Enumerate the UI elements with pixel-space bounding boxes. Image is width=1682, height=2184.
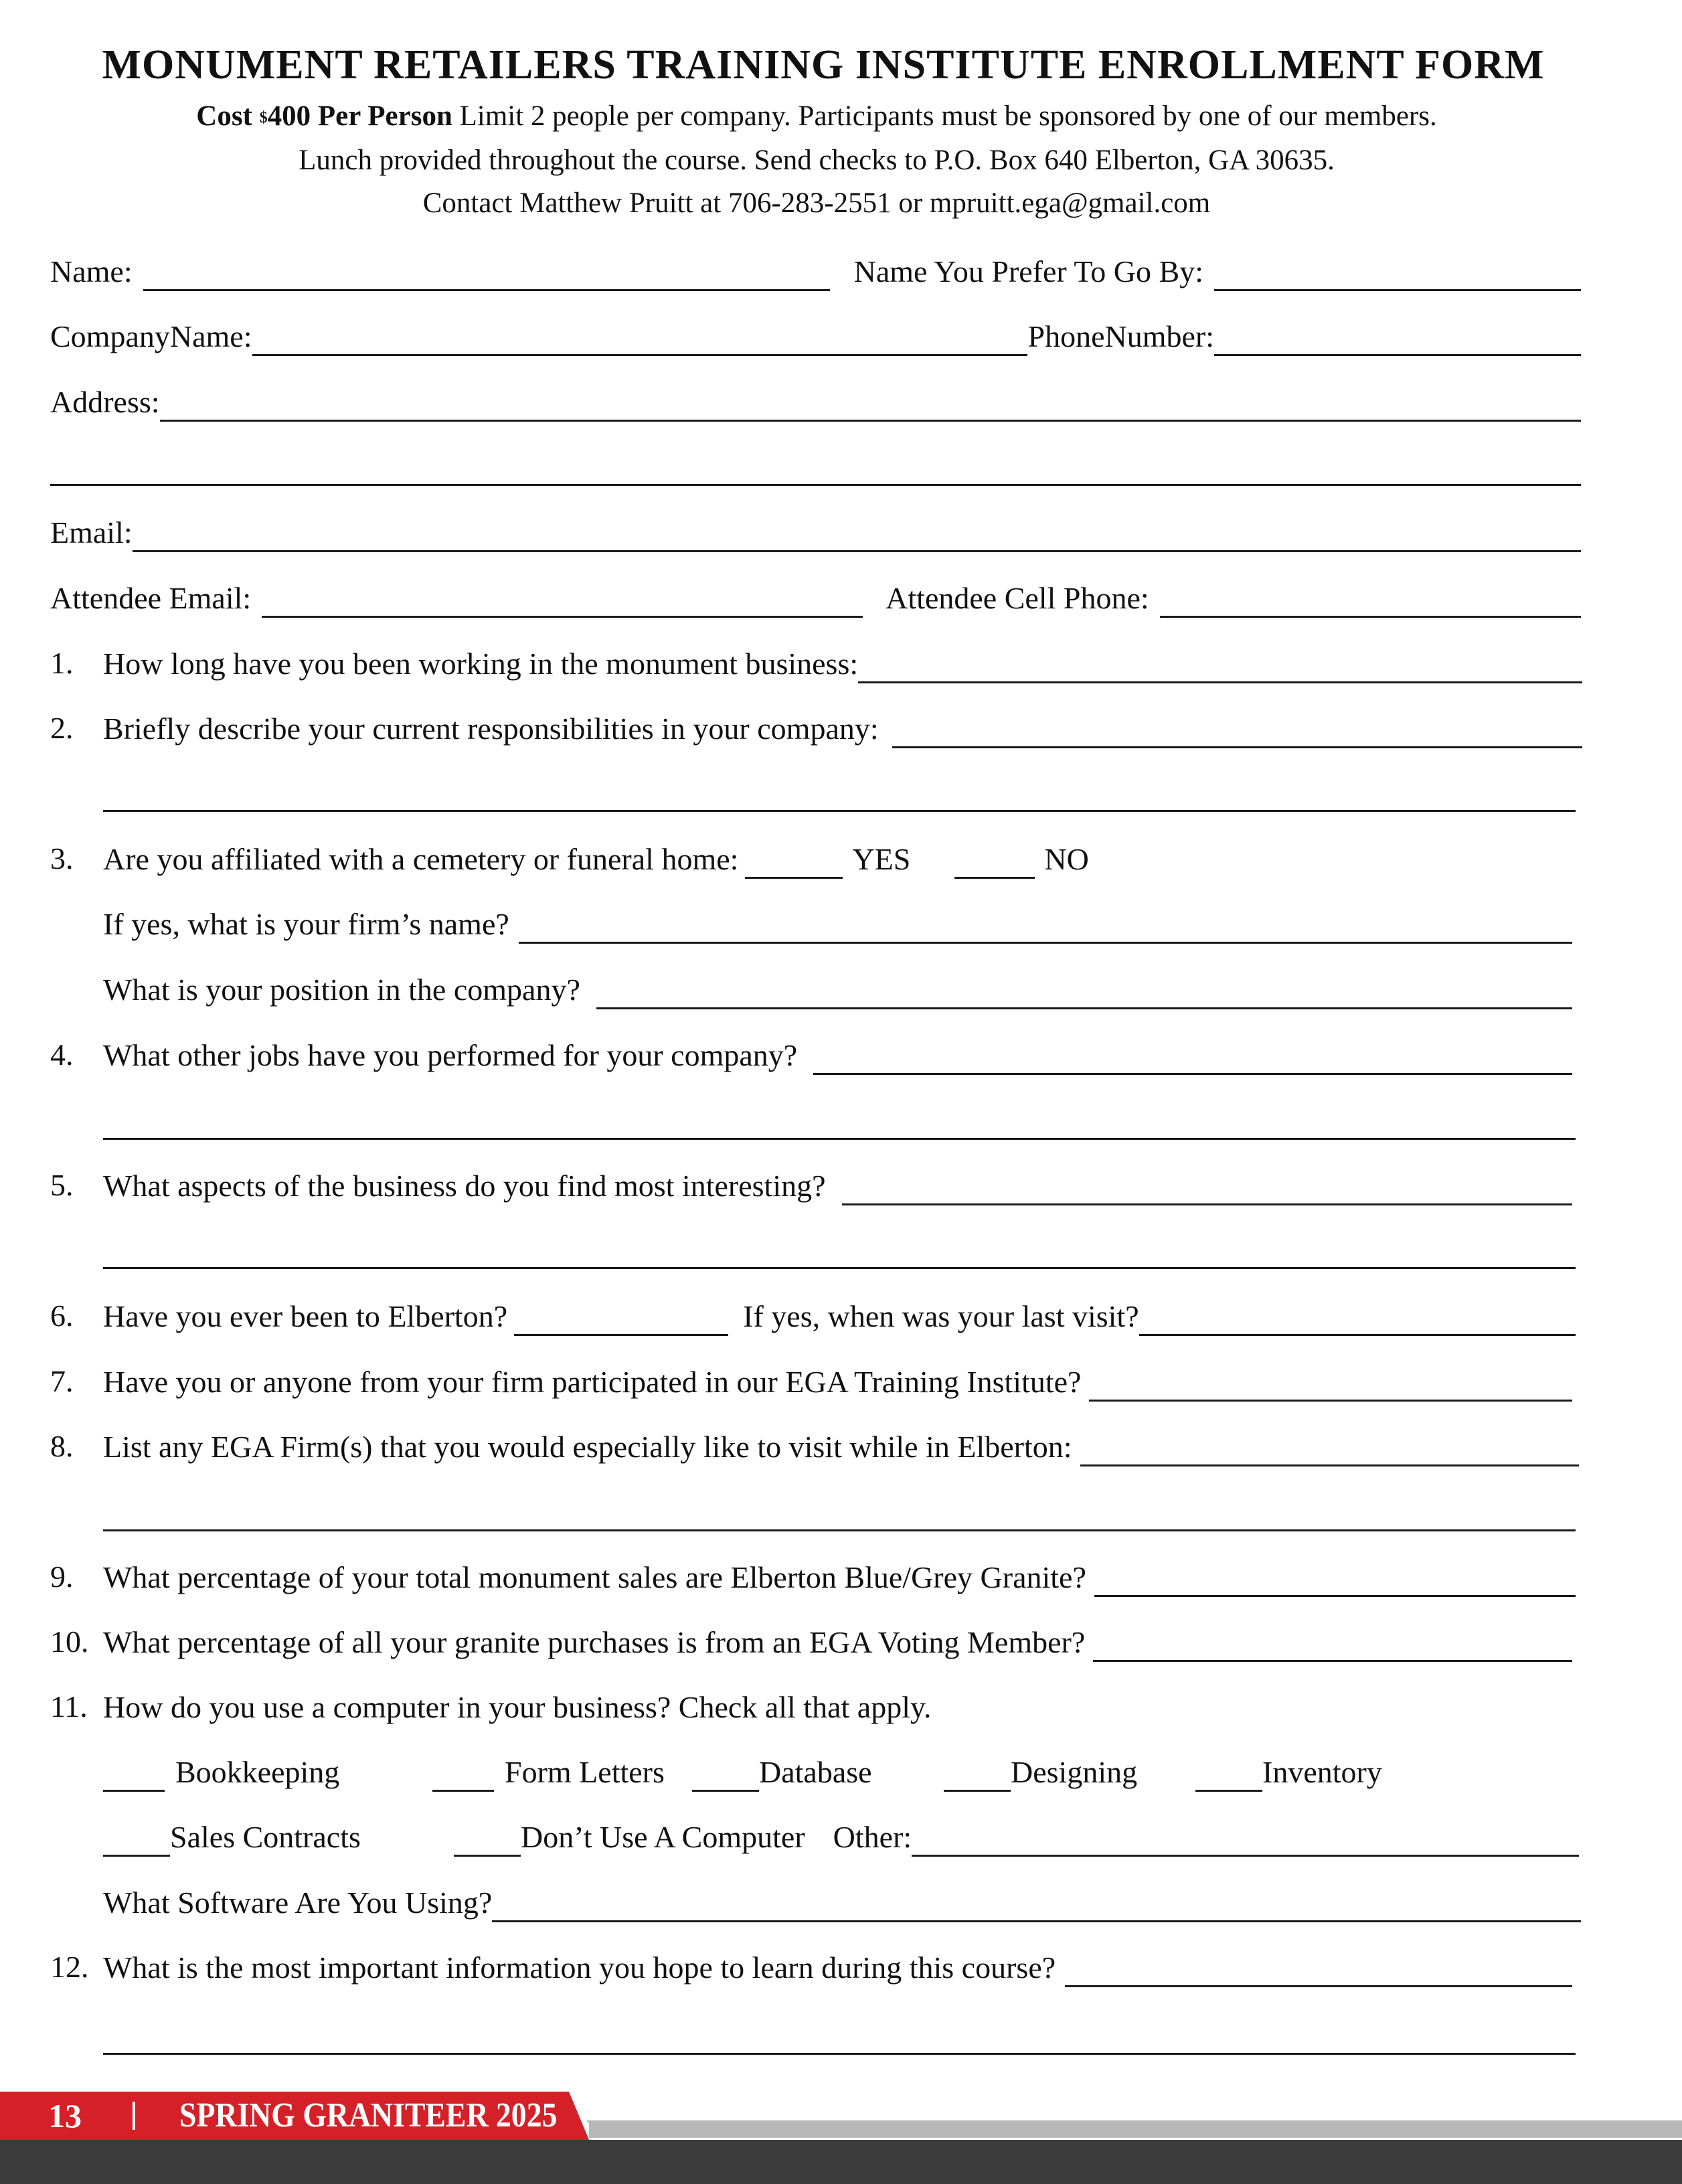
form-letters-checkbox[interactable] — [432, 1763, 494, 1792]
q12-answer-field[interactable] — [1065, 1958, 1572, 1987]
attendee-email-field[interactable] — [262, 589, 863, 618]
q3-firm-name-field[interactable] — [519, 915, 1572, 944]
q2-text: Briefly describe your current responsibilities in your company: — [103, 711, 879, 746]
q8-text: List any EGA Firm(s) that you would especially like to visit while in Elberton: — [103, 1430, 1072, 1464]
q12-number: 12. — [50, 1950, 89, 1984]
q8-number: 8. — [50, 1429, 74, 1463]
q5-number: 5. — [50, 1168, 74, 1202]
q3-position-row — [103, 969, 1572, 1009]
q11-number: 11. — [50, 1689, 88, 1724]
q1-row — [103, 643, 1582, 683]
q11-row — [103, 1687, 1582, 1727]
preferred-name-label: Name You Prefer To Go By: — [853, 254, 1203, 288]
name-field[interactable] — [143, 262, 830, 291]
cost-amount: 400 Per Person — [267, 100, 452, 132]
company-name-label: CompanyName: — [50, 319, 252, 353]
intro-limit-text: Limit 2 people per company. Participants must be sponsored by one of our members. — [452, 100, 1437, 132]
q3-firm-row — [103, 904, 1572, 944]
q11-options-row-1 — [103, 1752, 1582, 1792]
cost-currency: $ — [259, 109, 268, 127]
intro-line-1 — [0, 100, 1633, 133]
q1-text: How long have you been working in the monument business: — [103, 647, 859, 681]
q3-no-label: NO — [1044, 842, 1089, 876]
no-computer-label: Don’t Use A Computer — [521, 1820, 805, 1854]
attendee-cell-field[interactable] — [1160, 589, 1581, 618]
q10-number: 10. — [50, 1624, 89, 1659]
phone-number-label: PhoneNumber: — [1027, 319, 1214, 353]
name-label: Name: — [50, 254, 133, 288]
q10-text: What percentage of all your granite purchases is from an EGA Voting Member? — [103, 1625, 1086, 1659]
sales-contracts-label: Sales Contracts — [170, 1820, 361, 1854]
address-label: Address: — [50, 385, 160, 419]
cost-label: Cost — [196, 100, 260, 132]
q2-number: 2. — [50, 711, 74, 745]
q5-text: What aspects of the business do you find most interesting? — [103, 1169, 826, 1203]
q9-answer-field[interactable] — [1094, 1568, 1576, 1597]
q2-answer-line-2[interactable] — [103, 810, 1576, 812]
email-row — [50, 512, 1581, 552]
form-title: MONUMENT RETAILERS TRAINING INSTITUTE ENROLLMENT FORM — [102, 42, 1545, 88]
q9-number: 9. — [50, 1560, 74, 1594]
q12-answer-line-2[interactable] — [103, 2053, 1576, 2055]
attendee-email-label: Attendee Email: — [50, 581, 252, 615]
q3-row — [103, 839, 1582, 879]
other-field[interactable] — [912, 1828, 1579, 1857]
bookkeeping-label: Bookkeeping — [175, 1755, 340, 1789]
q4-answer-field[interactable] — [813, 1046, 1572, 1075]
q3-position-field[interactable] — [596, 981, 1572, 1009]
bookkeeping-checkbox[interactable] — [103, 1763, 165, 1792]
q6-number: 6. — [50, 1298, 74, 1333]
q6-answer-field[interactable] — [514, 1307, 728, 1336]
q1-number: 1. — [50, 646, 74, 680]
q6-followup-label: If yes, when was your last visit? — [743, 1299, 1139, 1333]
q12-row — [103, 1947, 1572, 1987]
sales-contracts-checkbox[interactable] — [103, 1828, 170, 1857]
q8-answer-field[interactable] — [1080, 1438, 1579, 1466]
q8-answer-line-2[interactable] — [103, 1529, 1576, 1531]
phone-number-field[interactable] — [1214, 327, 1581, 356]
intro-line-2: Lunch provided throughout the course. Send checks to P.O. Box 640 Elberton, GA 30635. — [299, 145, 1335, 176]
address-field-line-2[interactable] — [50, 484, 1581, 486]
email-field[interactable] — [133, 523, 1581, 552]
company-name-field[interactable] — [252, 327, 1028, 356]
q4-row — [103, 1035, 1572, 1075]
q11-text: How do you use a computer in your business? Check all that apply. — [103, 1690, 932, 1724]
q1-answer-field[interactable] — [858, 655, 1582, 683]
q4-answer-line-2[interactable] — [103, 1138, 1576, 1140]
no-computer-checkbox[interactable] — [454, 1828, 521, 1857]
q3-yes-label: YES — [852, 842, 911, 876]
q5-answer-field[interactable] — [842, 1177, 1572, 1205]
q3-firm-name-label: If yes, what is your firm’s name? — [103, 907, 509, 941]
q9-text: What percentage of your total monument sales are Elberton Blue/Grey Granite? — [103, 1560, 1086, 1594]
designing-checkbox[interactable] — [944, 1763, 1011, 1792]
attendee-row — [50, 578, 1581, 618]
q2-answer-field[interactable] — [892, 720, 1582, 748]
email-label: Email: — [50, 515, 133, 550]
q9-row — [103, 1557, 1576, 1597]
q3-position-label: What is your position in the company? — [103, 973, 580, 1007]
software-label: What Software Are You Using? — [103, 1885, 493, 1920]
q5-answer-line-2[interactable] — [103, 1267, 1576, 1269]
q10-answer-field[interactable] — [1093, 1633, 1572, 1662]
q12-text: What is the most important information you hope to learn during this course? — [103, 1950, 1056, 1985]
q2-row — [103, 708, 1582, 748]
footer-gray-band — [589, 2120, 1682, 2138]
q7-row — [103, 1361, 1572, 1402]
footer-separator — [133, 2102, 135, 2130]
database-checkbox[interactable] — [692, 1763, 759, 1792]
intro-line-3: Contact Matthew Pruitt at 706-283-2551 or mpruitt.ega@gmail.com — [422, 187, 1211, 219]
designing-label: Designing — [1011, 1755, 1138, 1789]
q3-yes-checkbox[interactable] — [745, 850, 843, 879]
software-field[interactable] — [492, 1894, 1581, 1922]
attendee-cell-label: Attendee Cell Phone: — [886, 581, 1149, 615]
q11-software-row — [103, 1882, 1581, 1922]
q7-text: Have you or anyone from your firm participated in our EGA Training Institute? — [103, 1365, 1082, 1399]
inventory-checkbox[interactable] — [1195, 1763, 1262, 1792]
q5-row — [103, 1165, 1572, 1205]
q6-text: Have you ever been to Elberton? — [103, 1299, 508, 1333]
address-field[interactable] — [160, 393, 1581, 422]
company-row — [50, 316, 1581, 356]
q4-number: 4. — [50, 1037, 74, 1072]
page-number: 13 — [48, 2097, 82, 2134]
preferred-name-field[interactable] — [1214, 262, 1581, 291]
address-row — [50, 382, 1581, 422]
q7-number: 7. — [50, 1364, 74, 1398]
q6-row — [103, 1296, 1576, 1336]
q8-row — [103, 1426, 1579, 1466]
other-label: Other: — [833, 1820, 912, 1854]
q3-no-checkbox[interactable] — [954, 850, 1035, 879]
database-label: Database — [759, 1755, 872, 1789]
name-row — [50, 251, 1581, 291]
q7-answer-field[interactable] — [1089, 1373, 1572, 1402]
q3-number: 3. — [50, 841, 74, 875]
form-letters-label: Form Letters — [505, 1755, 665, 1789]
q4-text: What other jobs have you performed for your company? — [103, 1038, 798, 1072]
q10-row — [103, 1622, 1572, 1662]
inventory-label: Inventory — [1262, 1755, 1382, 1789]
q3-text: Are you affiliated with a cemetery or funeral home: — [103, 842, 739, 876]
q6-last-visit-field[interactable] — [1139, 1307, 1576, 1336]
q11-options-row-2 — [103, 1817, 1579, 1857]
publication-name: SPRING GRANITEER 2025 — [179, 2096, 558, 2134]
footer-dark-band — [0, 2140, 1682, 2184]
